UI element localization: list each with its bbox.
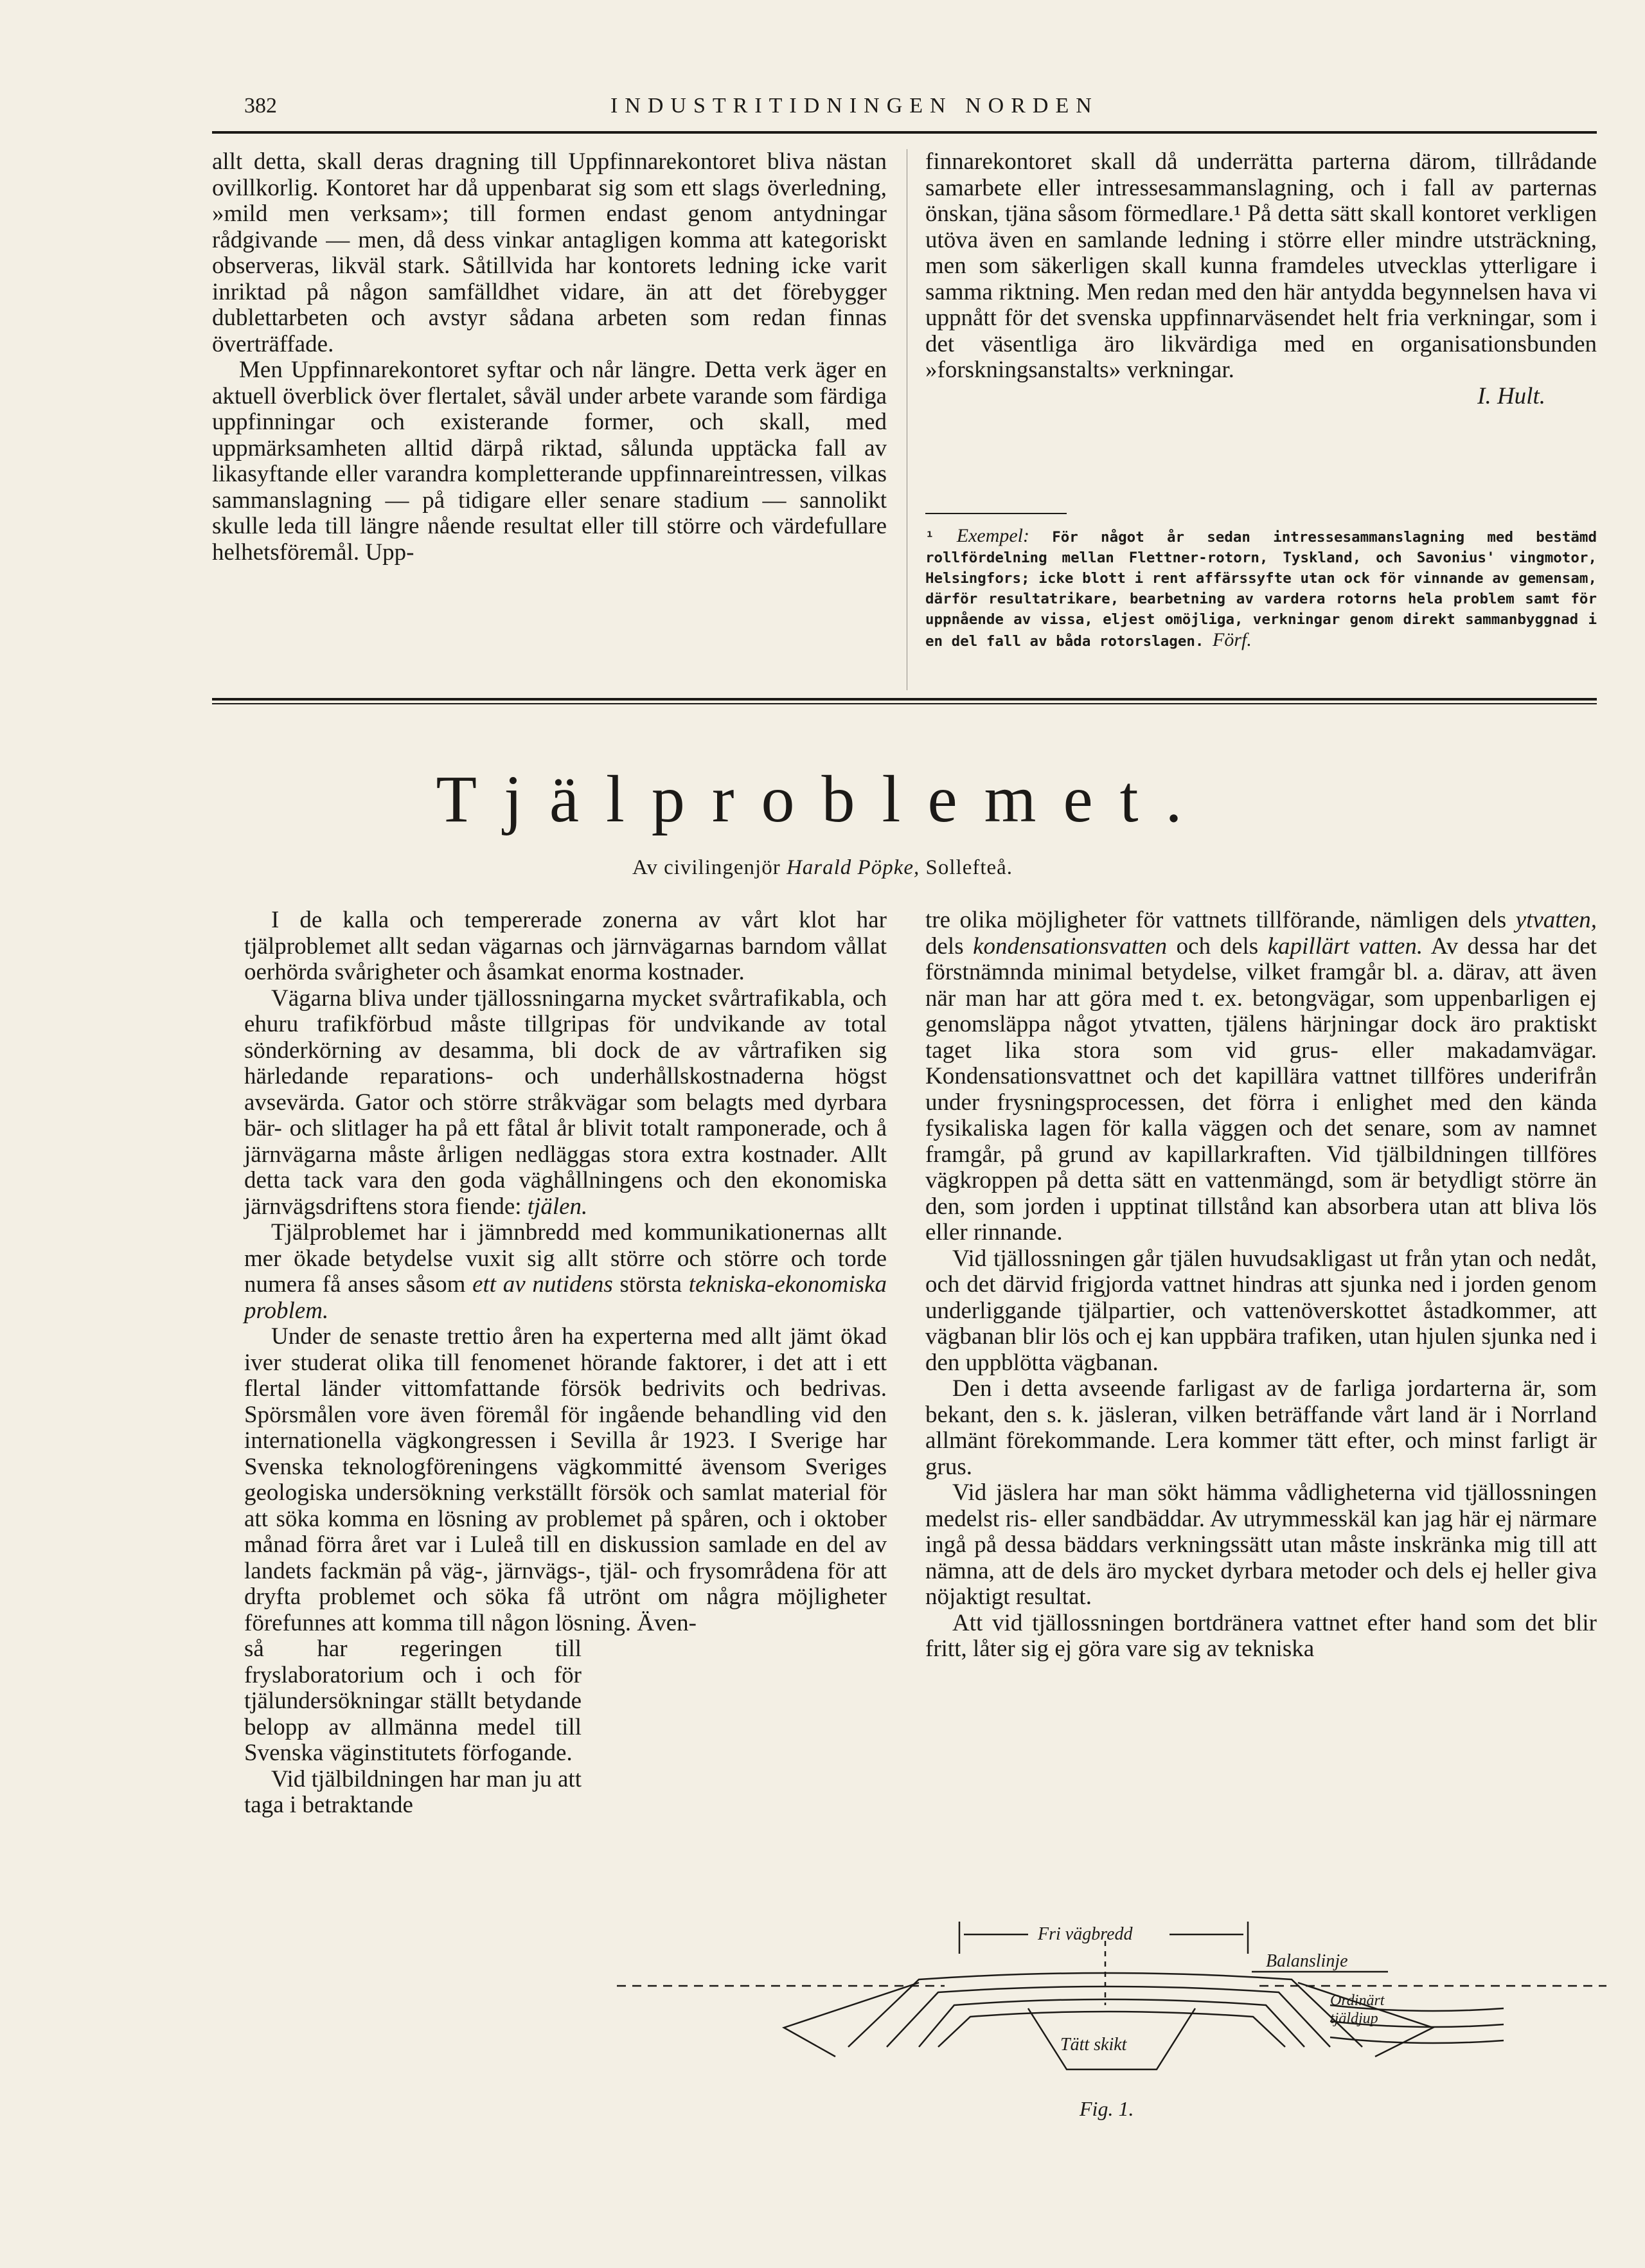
prev-paragraph-2: Men Uppfinnarekontoret syftar och når längre. Detta verk äger en aktuell överblick över flertalet, såväl under arbete varande som färdiga uppfinningar och existerande former, och skall, med uppmärksamheten alltid därpå riktad, sålunda upptäcka fall av likasyftande eller varandra kompletterande uppfinnareintressen, vilkas sammanslagning — på tidigare eller senare stadium — sannolikt skulle leda till längre nående resultat eller till större och värdefullare helhetsföremål. Upp- [212, 357, 887, 566]
emphasis-kapillart-vatten: kapillärt vatten. [1267, 933, 1423, 960]
article-paragraph-2-text: Vägarna bliva under tjällossningarna mycket svårtrafikabla, och ehuru trafikförbud måste tillgripas för undvikande av total sönderkörning av desamma, bli dock de av vårtrafiken sig härledande reparations- och underhållskostnaderna högst avsevärda. Gator och större stråkvägar som belagts med dyrbara bär- och slitlager ha på ett fåtal år blivit totalt ramponerade, och å järnvägarna måste årligen nedläggas stora extra kostnader. Allt detta tack vara den goda väghållningens och den ekonomiska järnvägsdriftens stora fiende: [244, 985, 887, 1220]
figure-caption: Fig. 1. [1080, 2097, 1134, 2120]
byline-place: Sollefteå. [925, 856, 1013, 879]
page-number: 382 [244, 94, 277, 118]
emphasis-ett-av-nutidens: ett av nutidens [472, 1271, 613, 1298]
article-paragraph-8: Den i detta avseende farligast av de farliga jordarterna är, som bekant, den s. k. jäsleran, vilken beträffande vårt land är i Norrland allmänt förekommande. Lera kommer tätt efter, och minst farligt är grus. [925, 1375, 1597, 1480]
article-paragraph-10: Att vid tjällossningen bortdränera vattnet efter hand som det blir fritt, låter sig ej göra vare sig av tekniska [925, 1609, 1597, 1662]
footnote-text: För något år sedan intressesammanslagning med bestämd rollfördelning mellan Flettner-rotorn, Tyskland, och Savonius' vingmotor, Helsingfors; icke blott i rent affärssyfte utan ock för vinnande av gemensam, därför resultatrikare, bearbetning av vardera rotorns hela problem samt för uppnående av vissa, eljest omöjliga, verkningar genom direkt sammanbyggnad i en del fall av båda rotorslagen. [925, 529, 1597, 650]
article-separator-rule-thin [212, 703, 1597, 704]
cross-section-drawing [617, 1896, 1606, 2166]
article-left-column [244, 907, 887, 1819]
label-frost-depth-1: Ordinärt [1330, 1992, 1385, 2009]
article-title: Tjälproblemet. [436, 762, 1209, 836]
prev-paragraph-1: allt detta, skall deras dragning till Uppfinnarekontoret bliva nästan ovillkorlig. Kontoret har då uppenbarat sig som ett slags överledning, »mild men verksam»; till formen endast genom antydningar rådgivande — men, då dess vinkar antagligen komma att kategoriskt observeras, likväl stark. Såtillvida har kontorets ledning icke varit inriktad på någon samfälldhet vidare, än att det förebygger dublettarbeten och avstyr sådana arbeten som redan finnas överträffade. [212, 148, 887, 357]
emphasis-tjalen: tjälen. [527, 1193, 588, 1220]
article-paragraph-4-cont: så har regeringen till fryslaboratorium och i och för tjälundersökningar ställt betydande belopp av allmänna medel till Svenska väginstitutets förfogande. [244, 1636, 582, 1766]
article-right-column [925, 907, 1597, 1663]
header-rule [212, 131, 1597, 134]
paragraph-6-part-d: Av dessa har det förstnämnda minimal betydelse, vilket framgår bl. a. därav, att även när man har att göra med t. ex. betongvägar, som uppenbarligen ej genomsläppa något ytvatten, tjälens härjningar dock äro praktiskt taget lika stora som vid grus- eller makadamvägar. Kondensationsvattnet och det kapillära vattnet tillföres underifrån under frysningsprocessen, det förra i enlighet med den kända fysikaliska lagen för kalla väggen och det senare, som av namnet framgår, på grund av kapillarkraften. Vid tjälbildningen tillföres vägkroppen på detta sätt en vattenmängd, som är betydligt större än den, som jorden i upptinat tillstånd kan absorbera utan att bliva lös eller rinnande. [925, 933, 1597, 1246]
emphasis-kondensationsvatten: kondensationsvatten [973, 933, 1168, 960]
journal-title: INDUSTRITIDNINGEN NORDEN [610, 94, 1099, 118]
left-ditch [784, 1983, 919, 2057]
label-dense-layer: Tätt skikt [1060, 2035, 1127, 2055]
article-paragraph-4: Under de senaste trettio åren ha experterna med allt jämt ökad iver studerat olika till fenomenet hörande faktorer, i det att i ett flertal länder vittomfattande försök bedrivits och bedrivas. Spörsmålen vore även föremål för ingående behandling vid den internationella vägkongressen i Sevilla år 1923. I Sverige har Svenska teknologföreningens vägkommitté ävensom Sveriges geologiska undersökning verkställt försök och samlat material för att söka komma en lösning av problemet på spåren, och i oktober månad förra året var i Luleå till en diskussion samlade en del av landets fackmän på väg-, järnvägs-, tjäl- och frysområdena för att dryfta problemet och söka få utrönt om några möjligheter förefunnes att komma till någon lösning. Även- [244, 1323, 887, 1636]
footnote-signoff: Förf. [1213, 629, 1252, 650]
article-paragraph-3: Tjälproblemet har i jämnbredd med kommunikationernas allt mer ökade betydelse vuxit sig allt större och större och torde numera få anses såsom ett av nutidens största tekniska-ekonomiska problem. [244, 1219, 887, 1324]
label-road-width: Fri vägbredd [1038, 1924, 1133, 1944]
running-head [244, 94, 1594, 125]
article-separator-rule [212, 698, 1597, 701]
author-signature: I. Hult. [1477, 382, 1545, 409]
footnote [925, 526, 1597, 652]
article-paragraph-9: Vid jäslera har man sökt hämma vådligheterna vid tjällossningen medelst ris- eller sandbäddar. Av utrymmesskäl kan jag här ej närmare ingå på dessa bäddars verkningssätt utan måste inskränka mig till att nämna, att de dels äro mycket dyrbara metoder och dels ej heller giva nöjaktigt resultat. [925, 1479, 1597, 1610]
label-balance-line: Balanslinje [1266, 1951, 1348, 1971]
emphasis-ytvatten: ytvatten, [1515, 907, 1597, 933]
paragraph-6-part-a: tre olika möjligheter för vattnets tillförande, nämligen dels [925, 907, 1507, 933]
article-byline [0, 856, 1645, 880]
paragraph-6-part-c: och dels [1176, 933, 1259, 960]
figure-1-road-cross-section [617, 1896, 1606, 2166]
article-paragraph-1: I de kalla och tempererade zonerna av vårt klot har tjälproblemet allt sedan vägarnas och järnvägarnas barndom vållat oerhörda svårigheter och åsamkat enorma kostnader. [244, 907, 887, 985]
article-paragraph-7: Vid tjällossningen går tjälen huvudsakligast ut från ytan och nedåt, och det därvid frigjorda vattnet hindras att sjunka ned i jorden genom underliggande tjälpartier, och vattenöverskottet åstadkommer, att vägbanan blir lös och ej kan uppbära trafiken, utan hjulen sjunka ned i den uppblötta vägbanan. [925, 1245, 1597, 1376]
prev-paragraph-3: finnarekontoret skall då underrätta parterna därom, tillrådande samarbete eller intressesammanslagning, och i fall av parternas önskan, tjäna såsom förmedlare.¹ På detta sätt skall kontoret verkligen utöva även en samlande ledning i större eller mindre utsträckning, men som säkerligen skall kunna framdeles utvecklas ytterligare i samma riktning. Men redan med den här antydda begynnelsen hava vi uppnått för det svenska uppfinnarväsendet helt fria verkningar, som i det väsentliga äro likvärdiga med en organisationsbunden »forskningsanstalts» verkningar. [925, 148, 1597, 383]
emphasis-tekniska-problem: tekniska-ekonomiska problem. [244, 1271, 887, 1324]
paragraph-6-part-b: dels [925, 933, 964, 960]
byline-prefix: Av civilingenjör [632, 856, 781, 879]
byline-author: Harald Pöpke, [786, 856, 920, 879]
article-paragraph-2 [244, 986, 887, 1220]
article-paragraph-6 [925, 907, 1597, 1246]
article-paragraph-3-text: Tjälproblemet har i jämnbredd med kommunikationernas allt mer ökade betydelse vuxit sig allt större och större och torde numera få anses såsom [244, 1219, 887, 1298]
label-frost-depth-2: tjäldjup [1330, 2010, 1378, 2027]
prev-article-left-column [212, 149, 887, 566]
article-paragraph-5: Vid tjälbildningen har man ju att taga i betraktande [244, 1765, 582, 1818]
footnote-mark: ¹ [925, 529, 934, 546]
footnote-label: Exempel: [956, 525, 1030, 546]
footnote-rule [925, 513, 1067, 514]
prev-article-right-column [925, 149, 1597, 409]
